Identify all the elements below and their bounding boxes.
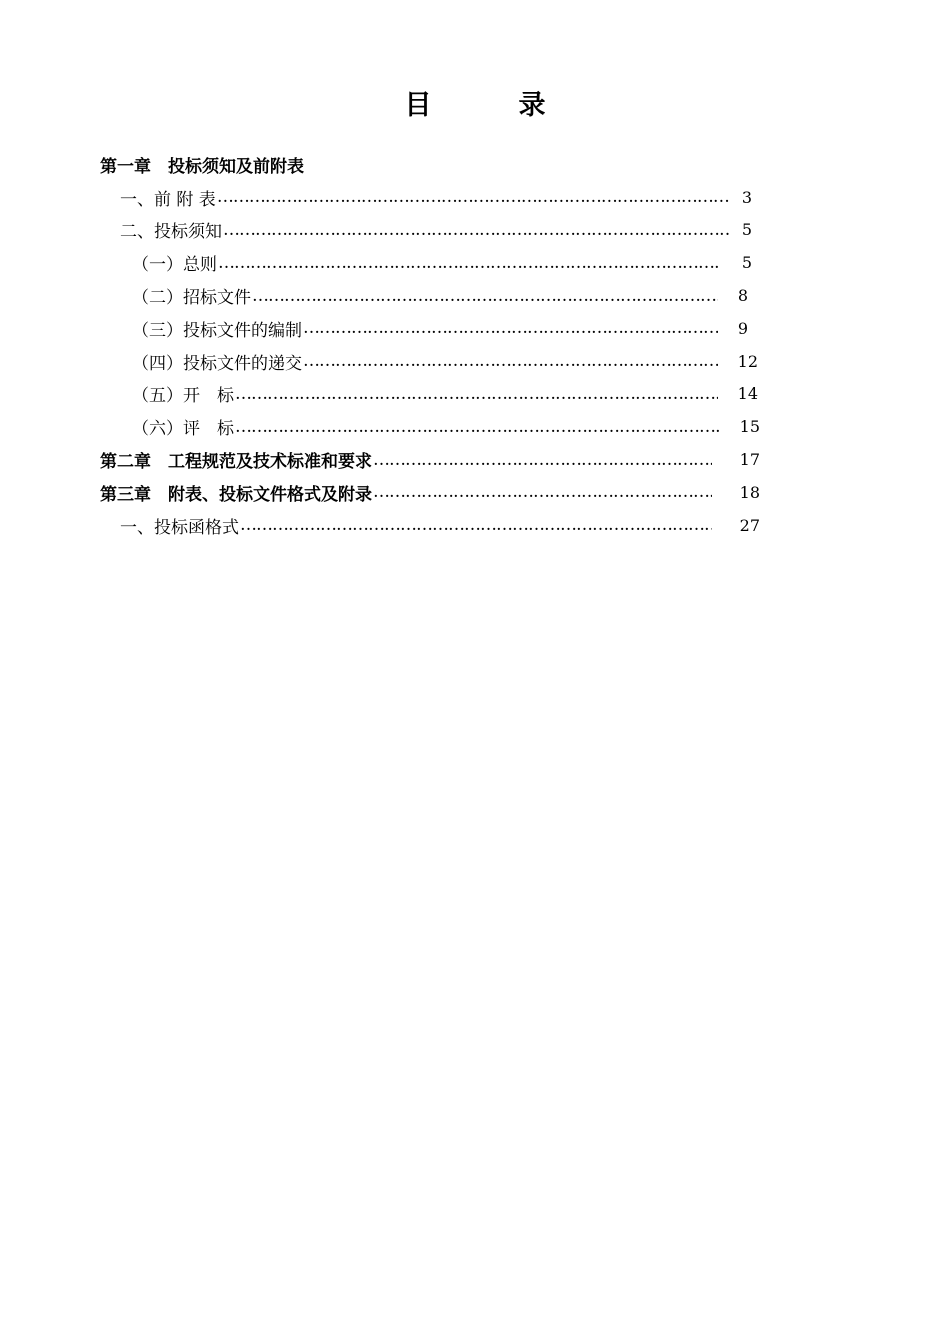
toc-dot-leader [217,187,730,207]
page-title: 目 录 [404,90,576,121]
toc-dot-leader [223,220,730,240]
toc-entry-label: 第二章 工程规范及技术标准和要求 [100,452,372,473]
toc-entry-label: （二）招标文件 [132,288,251,309]
toc-dot-leader [240,515,712,535]
toc-page-number: 18 [739,482,760,502]
toc-entry-label: 第三章 附表、投标文件格式及附录 [100,484,372,505]
toc-page-number: 27 [739,515,760,535]
toc-section-entry[interactable] [100,345,758,378]
toc-entry-label: （四）投标文件的递交 [132,353,302,374]
table-of-contents [100,148,780,542]
toc-dot-leader [303,351,718,371]
toc-dot-leader [303,318,718,338]
toc-section-entry[interactable] [100,246,752,279]
toc-page-number: 9 [737,318,748,338]
toc-entry-label: 二、投标须知 [120,222,222,243]
toc-page-number: 15 [739,417,760,437]
toc-page-number: 8 [737,286,748,306]
toc-entry-label: 第一章 投标须知及前附表 [100,156,304,177]
toc-chapter-entry[interactable] [100,148,330,181]
toc-dot-leader [373,482,712,502]
toc-section-entry[interactable] [100,378,758,411]
toc-page-number: 5 [741,220,752,240]
toc-page-number: 5 [741,253,752,273]
toc-section-entry[interactable] [100,312,748,345]
toc-dot-leader [252,286,718,306]
toc-entry-label: （六）评 标 [132,419,234,440]
toc-section-entry[interactable] [100,509,760,542]
toc-entry-label: （三）投标文件的编制 [132,320,302,341]
toc-entry-label: （一）总则 [132,255,217,276]
toc-dot-leader [235,417,720,437]
toc-page-number: 17 [739,450,760,470]
toc-section-entry[interactable] [100,214,752,247]
toc-dot-leader [218,253,720,273]
toc-page-number: 3 [741,187,752,207]
toc-chapter-entry[interactable] [100,443,760,476]
toc-section-entry[interactable] [100,279,748,312]
toc-entry-label: （五）开 标 [132,386,234,407]
toc-chapter-entry[interactable] [100,476,760,509]
toc-page-number: 12 [737,351,758,371]
toc-entry-label: 一、前 附 表 [120,189,216,210]
toc-dot-leader [373,450,712,470]
toc-section-entry[interactable] [100,181,752,214]
toc-page-number: 14 [737,384,758,404]
toc-entry-label: 一、投标函格式 [120,517,239,538]
toc-dot-leader [235,384,718,404]
toc-section-entry[interactable] [100,410,760,443]
